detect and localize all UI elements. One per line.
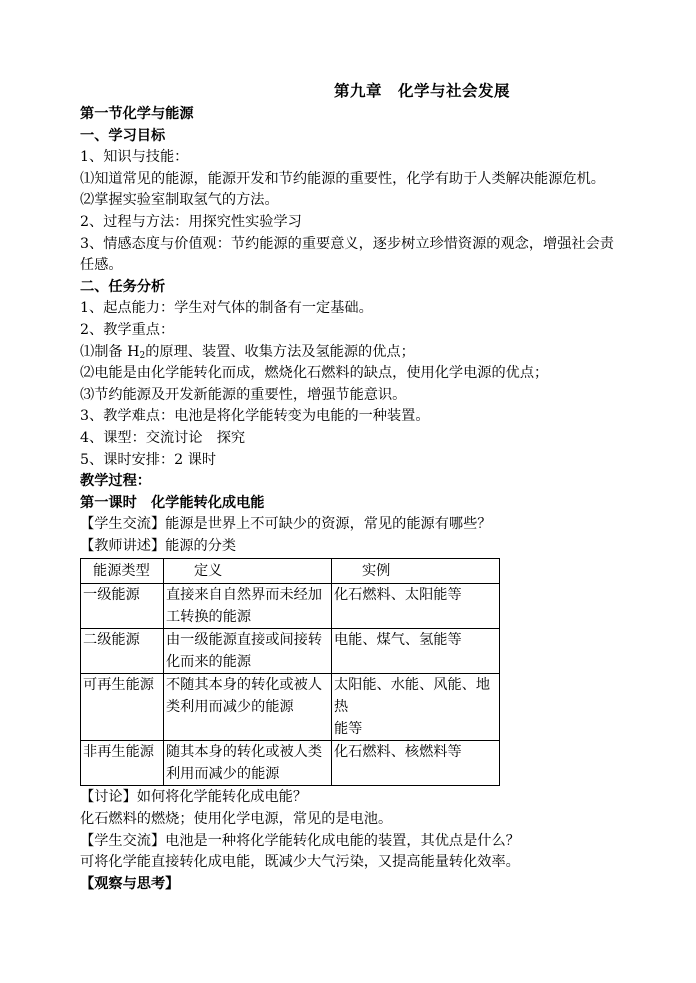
discuss-1: 【讨论】如何将化学能转化成电能？ (80, 789, 308, 806)
table-row (81, 584, 500, 629)
answer-2: 可将化学能直接转化成电能，既减少大气污染，又提高能量转化效率。 (80, 854, 520, 871)
table-header-cell: 定义 (163, 559, 331, 584)
table-header-row (81, 559, 500, 584)
goal-2: 2、过程与方法：用探究性实验学习 (80, 213, 302, 230)
table-cell: 可再生能源 (81, 674, 164, 741)
table-cell: 由一级能源直接或间接转化而来的能源 (163, 629, 331, 674)
answer-1: 化石燃料的燃烧；使用化学电源，常见的是电池。 (80, 811, 393, 828)
task-2: 2、教学重点： (80, 321, 175, 338)
table-header-cell: 实例 (331, 559, 499, 584)
section-title: 第一节化学与能源 (80, 106, 194, 122)
goal-1-b: ⑵掌握实验室制取氢气的方法。 (80, 192, 279, 209)
process-heading: 教学过程： (80, 473, 151, 490)
task-2-c: ⑶节约能源及开发新能源的重要性，增强节能意识。 (80, 386, 407, 403)
table-cell: 二级能源 (81, 629, 164, 674)
table-row (81, 741, 500, 786)
table-cell: 化石燃料、太阳能等 (331, 584, 499, 629)
task-2-b: ⑵电能是由化学能转化而成，燃烧化石燃料的缺点，使用化学电源的优点； (80, 365, 549, 382)
goal-3: 3、情感态度与价值观：节约能源的重要意义，逐步树立珍惜资源的观念，增强社会责任感。 (80, 235, 614, 274)
table-cell: 不随其本身的转化或被人类利用而减少的能源 (163, 674, 331, 741)
heading-tasks: 二、任务分析 (80, 278, 166, 295)
table-cell: 一级能源 (81, 584, 164, 629)
table-cell: 随其本身的转化或被人类利用而减少的能源 (163, 741, 331, 786)
task-3: 3、教学难点：电池是将化学能转变为电能的一种装置。 (80, 408, 430, 425)
task-5: 5、课时安排：2 课时 (80, 451, 217, 468)
task-1: 1、起点能力：学生对气体的制备有一定基础。 (80, 300, 373, 317)
task-4: 4、课型：交流讨论 探究 (80, 429, 246, 446)
task-2-a-pre: ⑴制备 H (80, 343, 140, 360)
table-cell: 太阳能、水能、风能、地热 能等 (331, 674, 499, 741)
task-2-a-sub: 2 (139, 350, 146, 361)
lesson-heading: 第一课时 化学能转化成电能 (80, 494, 265, 511)
heading-goals: 一、学习目标 (80, 127, 166, 144)
table-cell: 非再生能源 (81, 741, 164, 786)
table-cell: 电能、煤气、氢能等 (331, 629, 499, 674)
teacher-1: 【教师讲述】能源的分类 (80, 537, 237, 554)
exchange-1: 【学生交流】能源是世界上不可缺少的资源，常见的能源有哪些？ (80, 516, 492, 533)
table-cell: 化石燃料、核燃料等 (331, 741, 499, 786)
goal-1: 1、知识与技能： (80, 149, 189, 166)
task-2-a-post: 的原理、装置、收集方法及氢能源的优点； (145, 343, 415, 360)
energy-table (80, 558, 500, 786)
table-cell: 直接来自自然界而未经加工转换的能源 (163, 584, 331, 629)
table-header-cell: 能源类型 (81, 559, 164, 584)
table-row (81, 674, 500, 741)
exchange-2: 【学生交流】电池是一种将化学能转化成电能的装置，其优点是什么？ (80, 832, 520, 849)
document-page (80, 78, 620, 895)
goal-1-a: ⑴知道常见的能源，能源开发和节约能源的重要性，化学有助于人类解决能源危机。 (80, 170, 605, 187)
table-row (81, 629, 500, 674)
observe-heading: 【观察与思考】 (80, 875, 180, 892)
chapter-title: 第九章 化学与社会发展 (333, 81, 510, 100)
task-2-a (80, 342, 620, 364)
